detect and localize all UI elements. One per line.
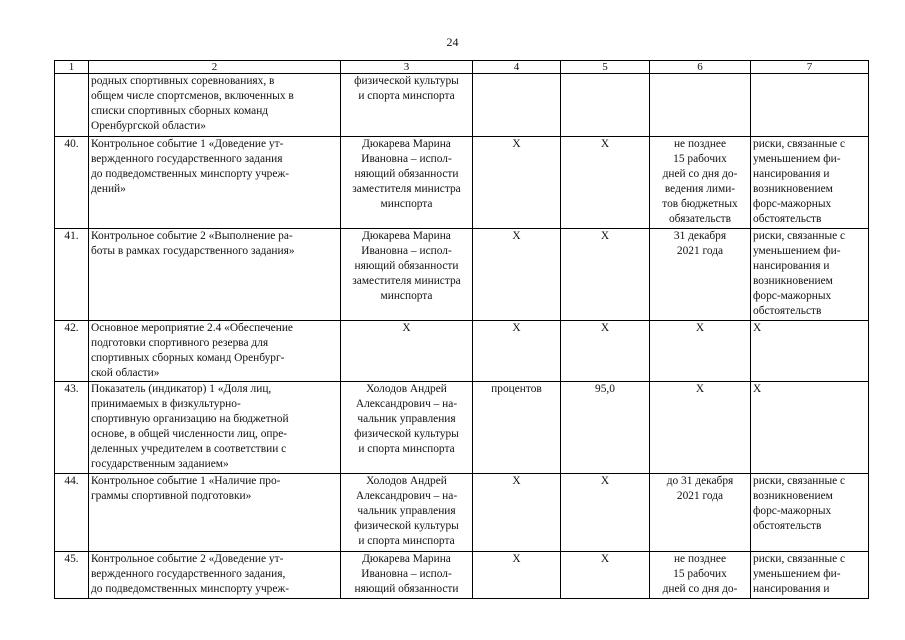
row-risks: Х (751, 321, 869, 382)
row-responsible: Холодов Андрей Александрович – на- чальник управления физической культуры и спорта минспорта (341, 382, 473, 474)
row-value: Х (561, 321, 650, 382)
column-header: 2 (89, 61, 341, 74)
row-value: Х (561, 474, 650, 552)
row-value: Х (561, 552, 650, 599)
table-row (55, 137, 869, 229)
row-risks: Х (751, 382, 869, 474)
row-unit (473, 74, 561, 137)
row-description: Контрольное событие 1 «Наличие про- граммы спортивной подготовки» (89, 474, 341, 552)
row-unit: Х (473, 229, 561, 321)
row-description: родных спортивных соревнованиях, в общем числе спортсменов, включенных в списки спортивных сборных команд Оренбургской области» (89, 74, 341, 137)
column-header: 7 (751, 61, 869, 74)
row-value: 95,0 (561, 382, 650, 474)
row-number: 45. (55, 552, 89, 599)
row-description: Показатель (индикатор) 1 «Доля лиц, принимаемых в физкультурно- спортивную организацию на бюджетной основе, в общей численности лиц, опре- деленных учредителем в соответствии с государственным заданием» (89, 382, 341, 474)
row-deadline: не позднее 15 рабочих дней со дня до- ведения лими- тов бюджетных обязательств (650, 137, 751, 229)
row-risks (751, 74, 869, 137)
column-header: 5 (561, 61, 650, 74)
table-header-row (55, 61, 869, 74)
row-responsible: Холодов Андрей Александрович – на- чальник управления физической культуры и спорта минспорта (341, 474, 473, 552)
row-responsible: физической культуры и спорта минспорта (341, 74, 473, 137)
row-unit: Х (473, 552, 561, 599)
row-unit: Х (473, 474, 561, 552)
row-deadline: Х (650, 382, 751, 474)
row-deadline (650, 74, 751, 137)
row-unit: Х (473, 137, 561, 229)
table-row (55, 74, 869, 137)
row-description: Основное мероприятие 2.4 «Обеспечение подготовки спортивного резерва для спортивных сборных команд Оренбург- ской области» (89, 321, 341, 382)
row-risks: риски, связанные с уменьшением фи- нансирования и (751, 552, 869, 599)
row-value (561, 74, 650, 137)
row-responsible: Дюкарева Марина Ивановна – испол- няющий обязанности (341, 552, 473, 599)
row-unit: процентов (473, 382, 561, 474)
row-responsible: Дюкарева Марина Ивановна – испол- няющий обязанности заместителя министра минспорта (341, 137, 473, 229)
column-header: 4 (473, 61, 561, 74)
row-unit: Х (473, 321, 561, 382)
row-number: 44. (55, 474, 89, 552)
column-header: 3 (341, 61, 473, 74)
row-responsible: Дюкарева Марина Ивановна – испол- няющий обязанности заместителя министра минспорта (341, 229, 473, 321)
row-value: Х (561, 229, 650, 321)
row-number: 43. (55, 382, 89, 474)
row-deadline: до 31 декабря 2021 года (650, 474, 751, 552)
table-row (55, 552, 869, 599)
row-responsible: Х (341, 321, 473, 382)
row-risks: риски, связанные с уменьшением фи- нансирования и возникновением форс-мажорных обстоятельств (751, 137, 869, 229)
row-deadline: Х (650, 321, 751, 382)
row-description: Контрольное событие 1 «Доведение ут- вержденного государственного задания до подведомственных минспорту учреж- дений» (89, 137, 341, 229)
page-number: 24 (446, 35, 459, 49)
table-row (55, 321, 869, 382)
row-deadline: 31 декабря 2021 года (650, 229, 751, 321)
row-value: Х (561, 137, 650, 229)
column-header: 1 (55, 61, 89, 74)
row-description: Контрольное событие 2 «Выполнение ра- боты в рамках государственного задания» (89, 229, 341, 321)
row-risks: риски, связанные с уменьшением фи- нансирования и возникновением форс-мажорных обстоятельств (751, 229, 869, 321)
row-number: 40. (55, 137, 89, 229)
table-row (55, 229, 869, 321)
row-number (55, 74, 89, 137)
row-number: 41. (55, 229, 89, 321)
row-number: 42. (55, 321, 89, 382)
table-row (55, 382, 869, 474)
column-header: 6 (650, 61, 751, 74)
row-deadline: не позднее 15 рабочих дней со дня до- (650, 552, 751, 599)
table-row (55, 474, 869, 552)
row-description: Контрольное событие 2 «Доведение ут- вержденного государственного задания, до подведомственных минспорту учреж- (89, 552, 341, 599)
row-risks: риски, связанные с возникновением форс-мажорных обстоятельств (751, 474, 869, 552)
plan-table (54, 60, 869, 599)
